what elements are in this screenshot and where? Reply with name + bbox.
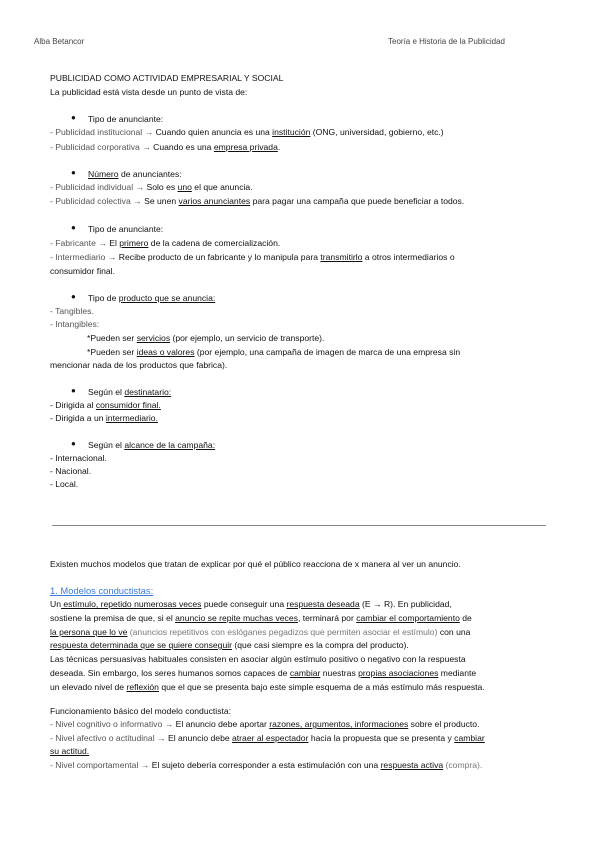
list-item: - Dirigida al consumidor final. xyxy=(50,400,161,410)
list-item: - Publicidad institucional → Cuando quien anuncia es una institución (ONG, universidad, gobierno, etc.) xyxy=(50,127,444,137)
intro-text: La publicidad está vista desde un punto de vista de: xyxy=(50,87,248,97)
section-heading: Tipo de anunciante: xyxy=(88,114,164,124)
list-item: - Dirigida a un intermediario. xyxy=(50,413,158,423)
section-heading: Tipo de producto que se anuncia: xyxy=(88,293,216,303)
bullet-icon: ● xyxy=(71,168,76,177)
list-item: - Nivel afectivo o actitudinal → El anuncio debe atraer al espectador hacia la propuesta que se presenta y cambiar xyxy=(50,733,485,743)
paragraph-line: deseada. Sin embargo, los seres humanos somos capaces de cambiar nuestras propias asociaciones mediante xyxy=(50,668,477,678)
paragraph-line: sostiene la premisa de que, si el anuncio se repite muchas veces, terminará por cambiar el comportamiento de xyxy=(50,613,472,623)
paragraph-line: Un estímulo, repetido numerosas veces puede conseguir una respuesta deseada (E → R). En publicidad, xyxy=(50,599,452,609)
section-heading: Según el destinatario: xyxy=(88,387,172,397)
list-item: mencionar nada de los productos que fabrica). xyxy=(50,360,228,370)
bullet-icon: ● xyxy=(71,113,76,122)
bullet-icon: ● xyxy=(71,292,76,301)
list-item: - Fabricante → El primero de la cadena de comercialización. xyxy=(50,238,281,248)
section-link-heading[interactable]: 1. Modelos conductistas: xyxy=(50,585,154,596)
section-heading: Número de anunciantes: xyxy=(88,169,182,179)
list-item: - Tangibles. xyxy=(50,306,94,316)
paragraph-line: Las técnicas persuasivas habituales consisten en asociar algún estímulo positivo o negativo con la respuesta xyxy=(50,654,466,664)
list-item: consumidor final. xyxy=(50,266,115,276)
bullet-icon: ● xyxy=(71,223,76,232)
list-item: *Pueden ser ideas o valores (por ejemplo, una campaña de imagen de marca de una empresa sin xyxy=(87,347,461,357)
list-item: - Intangibles: xyxy=(50,319,100,329)
paragraph-line: la persona que lo ve (anuncios repetitivos con eslóganes pegadizos que permiten asociar el estímulo) con una xyxy=(50,627,471,637)
header-author: Alba Betancor xyxy=(34,37,85,46)
bullet-icon: ● xyxy=(71,439,76,448)
list-item: su actitud. xyxy=(50,746,90,756)
list-item: - Nivel cognitivo o informativo → El anuncio debe aportar razones, argumentos, informaciones sobre el producto. xyxy=(50,719,480,729)
paragraph-line: respuesta determinada que se quiere conseguir (que casi siempre es la compra del producto). xyxy=(50,640,409,650)
list-item: - Nivel comportamental → El sujeto debería corresponder a esta estimulación con una respuesta activa (compra). xyxy=(50,760,483,770)
header-subject: Teoría e Historia de la Publicidad xyxy=(388,37,505,46)
list-item: - Publicidad colectiva → Se unen varios anunciantes para pagar una campaña que puede beneficiar a todos. xyxy=(50,196,465,206)
page-title: PUBLICIDAD COMO ACTIVIDAD EMPRESARIAL Y SOCIAL xyxy=(50,73,284,83)
bullet-icon: ● xyxy=(71,386,76,395)
list-item: - Intermediario → Recibe producto de un fabricante y lo manipula para transmitirlo a otros intermediarios o xyxy=(50,252,455,262)
paragraph-line: Funcionamiento básico del modelo conductista: xyxy=(50,706,232,716)
list-item: - Publicidad corporativa → Cuando es una empresa privada. xyxy=(50,142,281,152)
list-item: - Nacional. xyxy=(50,466,92,476)
list-item: *Pueden ser servicios (por ejemplo, un servicio de transporte). xyxy=(87,333,325,343)
divider xyxy=(52,525,546,526)
paragraph: Existen muchos modelos que tratan de explicar por qué el público reacciona de x manera al ver un anuncio. xyxy=(50,559,461,569)
list-item: - Publicidad individual → Solo es uno el que anuncia. xyxy=(50,182,253,192)
section-heading: Según el alcance de la campaña: xyxy=(88,440,216,450)
list-item: - Local. xyxy=(50,479,79,489)
section-heading: Tipo de anunciante: xyxy=(88,224,164,234)
list-item: - Internacional. xyxy=(50,453,107,463)
paragraph-line: un elevado nivel de reflexión que el que se presenta bajo este simple esquema de a más estímulo más respuesta. xyxy=(50,682,485,692)
